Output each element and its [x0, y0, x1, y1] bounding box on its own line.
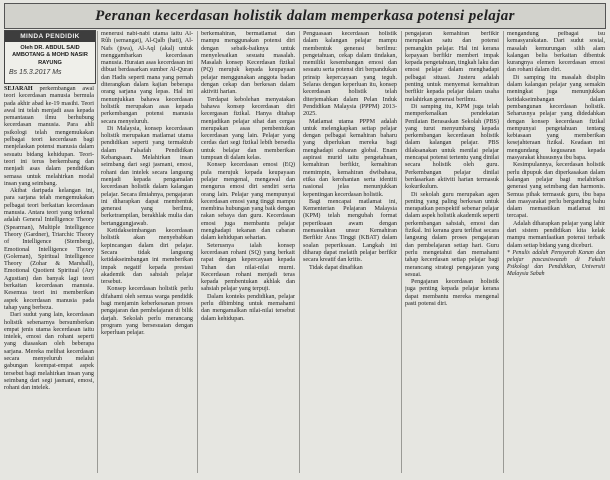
- paragraph: Bagi mencapai matlamat ini, Kementerian Pelajaran Malaysia (KPM) telah mengubah format peperiksaan awam dengan memasukkan unsur Kemahiran Berfikir Aras Tinggi (KBAT) dalam soalan peperiksaan. Langkah ini diharap dapat melatih pelajar berfikir secara kreatif dan kritis.: [303, 198, 397, 264]
- paragraph: berkemahiran, bermatlamat dan mampu menggunakan potensi diri dengan sebaik-baiknya untuk menyelesaikan sesuatu masalah. Masalah konsep Kecerdasan fizikal (PQ) merujuk kepada keupayaan pelajar menggunakan anggota badan dengan cekap dan berkesan dalam aktiviti harian.: [201, 31, 295, 96]
- article-column-2: [101, 31, 193, 473]
- column-divider: [197, 31, 198, 473]
- paragraph: Adalah diharapkan pelajar yang lahir dari sistem pendidikan kita kelak mampu memanfaatkan potensi terbaik dalam setiap bidang yang diceburi.: [507, 220, 605, 249]
- paragraph: Di samping itu masalah disiplin dalam kalangan pelajar yang semakin meningkat juga menunjukkan ketidakseimbangan dalam pembangunan kecerdasan holistik. Seharusnya pelajar yang didedahkan dengan konsep kecerdasan fizikal mempunyai pengetahuan tentang kebiasaan yang memberikan kesejahteraan fizikal. Keadaan ini mengundang kegusaran kepada masyarakat khususnya ibu bapa.: [507, 74, 605, 162]
- paragraph: Di sekolah guru merupakan agen penting yang paling berkesan untuk merapatkan perspektif sebenar pelajar dalam aspek holistik akademik seperti perkembangan sahsiah, emosi dan fizikal. Ini kerana guru terlibat secara langsung dalam proses pengajaran dan pembelajaran setiap hari. Guru perlu mengetahui dan memahami tahap kecerdasan setiap pelajar bagi merancang strategi pengajaran yang sesuai.: [405, 191, 499, 278]
- byline-header: MINDA PENDIDIK: [5, 31, 95, 42]
- paragraph: Kesimpulannya, kecerdasan holistik perlu dipupuk dan diperkasakan dalam kalangan pelajar bagi melahirkan generasi yang seimbang dan harmonis. Semua pihak termasuk guru, ibu bapa dan masyarakat perlu berganding bahu dalam memastikan matlamat ini tercapai.: [507, 162, 605, 220]
- article-column-4: [303, 31, 397, 473]
- paragraph: mengandung pelbagai isu kemasyarakatan. Dari sudut sosial, masalah kemurungan silih alam kalangan belia berkaitan dibentuk kurangnya elemen kecerdasan emosi dan rohani dalam diri.: [507, 31, 605, 74]
- paragraph: Matlamat utama PPPM adalah untuk melengkapkan setiap pelajar dengan pelbagai kemahiran baharu yang diperlukan mereka bagi menghadapi cabaran global. Enam aspirasi murid iaitu pengetahuan, kemahiran berfikir, kemahiran memimpin, kemahiran dwibahasa, etika dan kerohanian serta identiti nasional jelas menunjukkan kepentingan kecerdasan holistik.: [303, 118, 397, 198]
- paragraph: Terdapat kebolehan menyatakan bahawa konsep kecerdasan diri kecergasan fizikal. Hanya ditahap menjadikan pelajar sihat dan cergas merupakan asas pembentukan kecerdasan yang lain. Pelajar yang cerdas dari segi fizikal lebih bersedia untuk belajar dan memberikan tumpuan di dalam kelas.: [201, 96, 295, 162]
- paragraph: Pengajaran kecerdasan holistik juga penting kepada pelajar kerana dapat membantu mereka mengenal pasti potensi diri.: [405, 279, 499, 307]
- article-column-5: [405, 31, 499, 473]
- paragraph: Penguasaan kecerdasan holistik dalam kalangan pelajar mampu membentuk generasi berilmu: pengetahuan, cekap dalam tindakan, memiliki kesembangan emosi dan sesuatu serta potensi diri berpandukan prinsip kepercayaan yang teguh. Selaras dengan keperluan itu, konsep kecerdasan holistik telah diterjemahkan dalam Pelan Induk Pendidikan Malaysia (PPPM) 2013-2025.: [303, 31, 397, 118]
- column-divider: [97, 31, 98, 473]
- author-names: Oleh DR. ABDUL SAID AMBOTANG & MOHD NASIR RAYUNG: [12, 45, 88, 66]
- paragraph: Dari sudut yang lain, kecerdasan holistik sebenarnya bersumberkan empat jenis utama kecerdasan iaitu intelek, emosi dan rohani seperti yang diasaskan oleh beberapa sarjana. Mereka melihat kecerdasan secara menyeluruh melalui gabungan keempat-empat aspek tersebut bagi melahirkan insan yang seimbang dari segi jasmani, emosi, rohani dan intelek.: [4, 312, 94, 392]
- article-column-3: [201, 31, 295, 473]
- paragraph: Di samping itu, KPM juga telah memperkenalkan pendekatan Penilaian Berasaskan Sekolah (PBS) yang turut menyumbang kepada perkembangan kecerdasan holistik dalam kalangan pelajar. PBS dilaksanakan untuk menilai pelajar mencapai potensi tertentu yang dinilai secara holistik oleh guru. Perkembangan pelajar dinilai berdasarkan aktiviti harian termasuk kokurikulum.: [405, 103, 499, 191]
- column-divider: [503, 31, 504, 473]
- column-divider: [299, 31, 300, 473]
- paragraph: menerusi nabi-nabi utama iaitu Al-Rûh (semangat), Al-Qalb (hati), Al-Nafs (jiwa), Al-Aql (akal) untuk menggambarkan kecerdasan manusia. Huraian asas kecerdasan ini dibuat berdasarkan sumber Al-Quran dan Hadis seperti mana yang pernah diterangkan dalam kajian beberapa orang sarjana yang lepas. Hal ini menunjukkan bahawa kecerdasan holistik merupakan asas kepada perkembangan potensi manusia secara menyeluruh.: [101, 31, 193, 125]
- paragraph: Konsep kecerdasan holistik perlu difahami oleh semua warga pendidik bagi menjamin keberkesanan proses pengajaran dan pembelajaran di bilik darjah. Sekolah perlu merancang program yang bersesuaian dengan keperluan pelajar.: [101, 286, 193, 337]
- paragraph: pengajaran kemahiran berfikir merupakan satu dan potensi pemangkin pelajar. Hal ini kerana kepayaan berfikir memberi impak kepada pengetahuan, tingkah laku dan emosi pelajar dalam menghadapi pelbagai situasi. Justeru adalah penting untuk menyemai kemahiran berfikir kepada pelajar dalam usaha melahirkan generasi berilmu.: [405, 31, 499, 103]
- paragraph: Akibat daripada kelangan ini, para sarjana telah mengemukakan pelbagai teori berkaitan kecerdasan manusia. Antara teori yang terkenal adalah General Intelligence Theory (Spearman), Multiple Intelligence Theory (Gardner), Triarchic Theory of Intelligence (Sternberg), Emotional Intelligence Theory (Goleman), Spiritual Intelligence Theory (Zohar & Marshall), Emotional Quotient Spiritual (Ary Agustian) dan banyak lagi teori berkaitan kecerdasan manusia. Kesemua teori ini memberikan aspek kecerdasan manusia pada tahap yang berbeza.: [4, 188, 94, 311]
- paragraph: Ketidakseimbangan kecerdasan holistik akan menyebabkan kepincangan dalam diri pelajar. Secara tidak langsung ketidakseimbangan ini memberikan impak negatif kepada prestasi akademik dan sahsiah pelajar tersebut.: [101, 228, 193, 286]
- title-banner: [4, 3, 606, 29]
- handwritten-date: Bs 15.3.2017 Ms: [9, 68, 62, 76]
- article-column-6: [507, 31, 605, 473]
- paragraph: perkembangan awal teori kecerdasan manusia bermula pada akhir abad ke-19 masihi. Teori awal ini telah menjadi asas kepada pemantauan ilmu berhubung kecerdasan manusia. Para ahli psikologi telah mengemukakan pelbagai teori kecerdasan bagi menjelaskan potensi manusia dalam sesuatu bidang kehidupan. Teori-teori ini terus berkembang dan menjadi asas dalam pendidikan semasa untuk melahirkan modal insan yang seimbang.: [4, 86, 94, 187]
- author-footnote: * Penulis adalah Pensyarah Kanan dan pelajar pascasiswazah di Fakulti Psikologi dan Pendidikan, Universiti Malaysia Sabah: [507, 249, 605, 277]
- article-column-1: [4, 86, 94, 474]
- article-title: Peranan kecerdasan holistik dalam memperkasa potensi pelajar: [95, 7, 515, 24]
- paragraph: Tidak dapat dinafikan: [309, 264, 363, 271]
- paragraph: Di Malaysia, konsep kecerdasan holistik merupakan matlamat utama pendidikan seperti yang termaktub dalam Falsafah Pendidikan Kebangsaan. Melahirkan insan seimbang dari segi jasmani, emosi, rohani dan intelek secara langsung menjadi kepada pengamalan kecerdasan holistik dalam kalangan pelajar. Secara ilmiahnya, pengajaran ini diharapkan dapat membentuk generasi yang berilmu, berketrampilan, berakhlak mulia dan bertanggungjawab.: [101, 125, 193, 227]
- column-divider: [401, 31, 402, 473]
- byline-box: [4, 30, 96, 84]
- paragraph: Seterusnya ialah konsep kecerdasan rohani (SQ) yang berkait rapat dengan kepercayaan kepada Tuhan dan nilai-nilai murni. Kecerdasan rohani menjadi teras kepada pembentukan akhlak dan sahsiah pelajar yang terpuji.: [201, 242, 295, 293]
- paragraph: Dalam konteks pendidikan, pelajar perlu dibimbing untuk memahami dan mengamalkan nilai-nilai tersebut dalam kehidupan.: [201, 293, 295, 322]
- drop-lead-word: SEJARAH: [4, 86, 33, 92]
- paragraph: Konsep kecerdasan emosi (EQ) pula merujuk kepada keupayaan pelajar mengenal, mengawal dan mengurus emosi diri sendiri serta orang lain. Pelajar yang mempunyai kecerdasan emosi yang tinggi mampu membina hubungan yang baik dengan rakan sebaya dan guru. Kecerdasan emosi juga membantu pelajar menghadapi tekanan dan cabaran dalam kehidupan seharian.: [201, 162, 295, 242]
